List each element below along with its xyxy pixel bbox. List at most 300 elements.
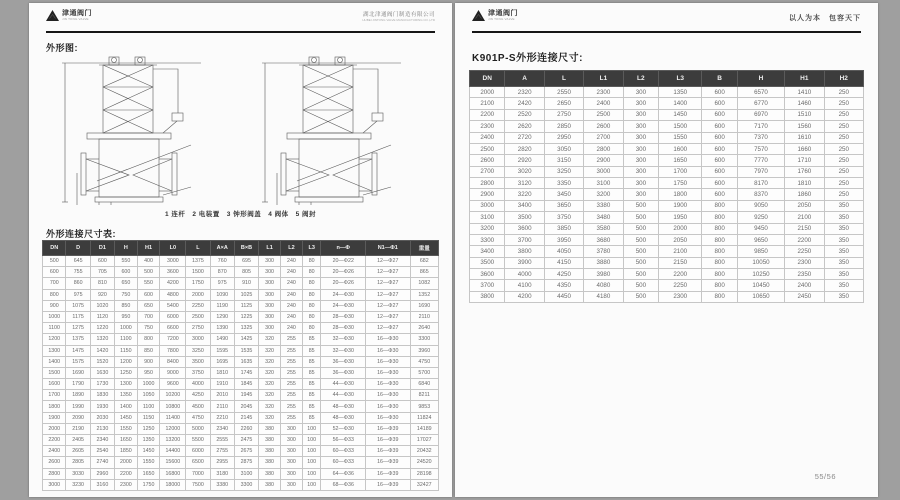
table-cell: 300	[623, 166, 658, 177]
table-cell: 36—Φ30	[321, 356, 366, 367]
table-cell: 3000	[43, 479, 66, 490]
table-cell: 1020	[90, 300, 114, 311]
table-cell: 255	[281, 401, 303, 412]
table-cell: 44—Φ30	[321, 390, 366, 401]
table-cell: 16—Φ39	[366, 479, 411, 490]
table-cell: 16—Φ30	[366, 412, 411, 423]
parts-caption: 1 连杆 2 电装置 3 钟形阀盖 4 阀体 5 阀封	[164, 211, 317, 218]
table-cell: 2100	[470, 98, 505, 109]
table-cell: 1100	[137, 401, 160, 412]
table-row	[43, 446, 439, 457]
table-cell: 600	[137, 289, 160, 300]
table-cell: 320	[259, 345, 281, 356]
table-cell: 1710	[785, 155, 824, 166]
table-row	[470, 234, 864, 245]
table-cell: 4150	[544, 257, 583, 268]
table-cell: 44—Φ30	[321, 379, 366, 390]
table-cell: 2250	[785, 246, 824, 257]
table-cell: 2720	[505, 132, 544, 143]
table-cell: 2500	[584, 109, 623, 120]
table-cell: 800	[43, 289, 66, 300]
table-cell: 4500	[186, 401, 210, 412]
table-cell: 4350	[544, 280, 583, 291]
table-cell: 3650	[544, 200, 583, 211]
table-cell: 20—Φ26	[321, 267, 366, 278]
column-header: L3	[659, 71, 702, 87]
table-cell: 2605	[66, 446, 90, 457]
table-cell: 2600	[470, 155, 505, 166]
table-cell: 16—Φ39	[366, 423, 411, 434]
table-cell: 3100	[584, 178, 623, 189]
table-cell: 3100	[470, 212, 505, 223]
table-cell: 11400	[160, 412, 186, 423]
table-cell: 950	[115, 311, 138, 322]
table-cell: 800	[702, 257, 737, 268]
table-cell: 9250	[737, 212, 784, 223]
header-row	[470, 71, 864, 87]
table-row	[43, 401, 439, 412]
brand-text	[62, 10, 92, 21]
table-cell: 250	[824, 189, 863, 200]
table-cell: 4750	[410, 356, 438, 367]
table-cell: 3980	[584, 269, 623, 280]
table-cell: 2700	[584, 132, 623, 143]
table-cell: 1000	[115, 323, 138, 334]
table-cell: 3000	[584, 166, 623, 177]
table-cell: 600	[702, 87, 737, 98]
table-cell: 2400	[470, 132, 505, 143]
table-row	[43, 356, 439, 367]
table-cell: 300	[623, 109, 658, 120]
column-header: n—Φ	[321, 241, 366, 256]
table-cell: 1150	[115, 345, 138, 356]
table-cell: 2600	[584, 121, 623, 132]
column-header: B×B	[234, 241, 258, 256]
table-cell: 3120	[505, 178, 544, 189]
brand-logo	[472, 10, 518, 22]
table-row	[43, 256, 439, 267]
table-cell: 250	[824, 87, 863, 98]
table-cell: 300	[623, 121, 658, 132]
table-cell: 300	[623, 143, 658, 154]
table-cell: 1810	[785, 178, 824, 189]
table-cell: 60—Φ33	[321, 446, 366, 457]
table-cell: 1750	[659, 178, 702, 189]
table-cell: 1100	[43, 323, 66, 334]
table-cell: 1300	[115, 379, 138, 390]
table-cell: 1500	[43, 367, 66, 378]
table-cell: 2500	[186, 311, 210, 322]
table-cell: 1475	[66, 345, 90, 356]
table-cell: 8170	[737, 178, 784, 189]
table-cell: 3230	[66, 479, 90, 490]
catalog-page-right	[455, 3, 878, 497]
table-cell: 800	[702, 246, 737, 257]
table-cell: 6770	[737, 98, 784, 109]
table-cell: 682	[410, 256, 438, 267]
table-cell: 1660	[785, 143, 824, 154]
table-cell: 1490	[210, 334, 234, 345]
table-cell: 2600	[43, 457, 66, 468]
table-row	[43, 390, 439, 401]
table-cell: 3600	[505, 223, 544, 234]
table-cell: 16—Φ30	[366, 401, 411, 412]
table-cell: 85	[302, 334, 321, 345]
table-cell: 85	[302, 401, 321, 412]
table-cell: 600	[702, 132, 737, 143]
table-cell: 3200	[584, 189, 623, 200]
table-row	[43, 412, 439, 423]
table-row	[43, 300, 439, 311]
table-cell: 1120	[90, 311, 114, 322]
table-cell: 1075	[66, 300, 90, 311]
table-cell: 12—Φ27	[366, 267, 411, 278]
table-cell: 350	[824, 200, 863, 211]
table-cell: 4080	[584, 280, 623, 291]
table-cell: 500	[623, 291, 658, 302]
table-cell: 3800	[470, 291, 505, 302]
table-cell: 1800	[43, 401, 66, 412]
table-cell: 1000	[43, 311, 66, 322]
table-cell: 2030	[90, 412, 114, 423]
table-cell: 16—Φ30	[366, 345, 411, 356]
table-cell: 300	[623, 178, 658, 189]
table-cell: 48—Φ30	[321, 401, 366, 412]
table-cell: 500	[623, 257, 658, 268]
brand-name: 津通阀门	[488, 10, 518, 17]
table-cell: 500	[623, 223, 658, 234]
table-cell: 3680	[584, 234, 623, 245]
table-cell: 4800	[160, 289, 186, 300]
column-header: DN	[43, 241, 66, 256]
table-cell: 2520	[505, 109, 544, 120]
table-cell: 17027	[410, 435, 438, 446]
table-cell: 48—Φ30	[321, 412, 366, 423]
table-cell: 300	[281, 457, 303, 468]
table-cell: 24520	[410, 457, 438, 468]
table-cell: 1950	[659, 212, 702, 223]
table-cell: 16800	[160, 468, 186, 479]
table-cell: 2675	[234, 446, 258, 457]
table-cell: 600	[702, 121, 737, 132]
table-cell: 1990	[66, 401, 90, 412]
table-cell: 1390	[210, 323, 234, 334]
table-cell: 600	[702, 178, 737, 189]
table-cell: 1400	[115, 401, 138, 412]
table-cell: 1900	[659, 200, 702, 211]
table-cell: 350	[824, 246, 863, 257]
column-header: N1—Φ1	[366, 241, 411, 256]
table-cell: 64—Φ36	[321, 468, 366, 479]
table-cell: 320	[259, 390, 281, 401]
header-row	[43, 241, 439, 256]
table-cell: 80	[302, 323, 321, 334]
table-cell: 3250	[544, 166, 583, 177]
table-row	[470, 269, 864, 280]
table-cell: 760	[210, 256, 234, 267]
table-cell: 1220	[90, 323, 114, 334]
table-cell: 3750	[544, 212, 583, 223]
table-cell: 975	[210, 278, 234, 289]
table-cell: 900	[137, 356, 160, 367]
table-cell: 380	[259, 457, 281, 468]
table-cell: 500	[43, 256, 66, 267]
table-row	[470, 166, 864, 177]
table-row	[43, 311, 439, 322]
column-header: D1	[90, 241, 114, 256]
table-cell: 3580	[584, 223, 623, 234]
table-cell: 300	[281, 446, 303, 457]
table-cell: 20—Φ26	[321, 278, 366, 289]
table-cell: 1550	[659, 132, 702, 143]
table-cell: 80	[302, 256, 321, 267]
table-cell: 80	[302, 289, 321, 300]
header-rule	[46, 31, 435, 33]
table-cell: 1460	[785, 98, 824, 109]
table-cell: 9000	[160, 367, 186, 378]
table-cell: 1425	[234, 334, 258, 345]
table-cell: 600	[702, 143, 737, 154]
table-cell: 10650	[737, 291, 784, 302]
table-cell: 2200	[115, 468, 138, 479]
table-cell: 80	[302, 311, 321, 322]
table-cell: 550	[137, 278, 160, 289]
table-cell: 9850	[737, 246, 784, 257]
table-cell: 16—Φ30	[366, 379, 411, 390]
column-header: A×A	[210, 241, 234, 256]
table-cell: 80	[302, 300, 321, 311]
column-header: H1	[785, 71, 824, 87]
table-cell: 12—Φ27	[366, 323, 411, 334]
table-cell: 3220	[505, 189, 544, 200]
table-cell: 1610	[785, 132, 824, 143]
table-cell: 1690	[410, 300, 438, 311]
column-header: H1	[137, 241, 160, 256]
table-row	[470, 178, 864, 189]
table-cell: 3300	[470, 234, 505, 245]
table-cell: 32427	[410, 479, 438, 490]
brand-subtitle: JIN TONG VALVE	[488, 17, 515, 21]
table-cell: 12000	[160, 423, 186, 434]
table-cell: 4750	[186, 412, 210, 423]
column-header: H	[115, 241, 138, 256]
table-cell: 5700	[410, 367, 438, 378]
table-cell: 4250	[186, 390, 210, 401]
table-cell: 7770	[737, 155, 784, 166]
table-cell: 1200	[115, 356, 138, 367]
table-cell: 5000	[186, 423, 210, 434]
table-cell: 1420	[90, 345, 114, 356]
table-row	[43, 289, 439, 300]
table-cell: 100	[302, 457, 321, 468]
brand-name: 津通阀门	[62, 10, 92, 17]
table-cell: 4100	[505, 280, 544, 291]
table-cell: 2200	[470, 109, 505, 120]
table-cell: 1595	[210, 345, 234, 356]
table-cell: 865	[410, 267, 438, 278]
table-cell: 975	[66, 289, 90, 300]
table-cell: 1500	[659, 121, 702, 132]
table-row	[470, 212, 864, 223]
table-cell: 1350	[659, 87, 702, 98]
table-row	[43, 435, 439, 446]
table-cell: 255	[281, 345, 303, 356]
table-cell: 300	[281, 468, 303, 479]
table-cell: 3050	[544, 143, 583, 154]
table-cell: 1690	[66, 367, 90, 378]
table-cell: 300	[281, 435, 303, 446]
table-cell: 255	[281, 390, 303, 401]
table-row	[470, 109, 864, 120]
table-cell: 24—Φ30	[321, 300, 366, 311]
table-cell: 500	[137, 267, 160, 278]
table-cell: 320	[259, 401, 281, 412]
table-cell: 1150	[137, 412, 160, 423]
table-cell: 10050	[737, 257, 784, 268]
table-cell: 9450	[737, 223, 784, 234]
table-cell: 350	[824, 223, 863, 234]
table-cell: 250	[824, 178, 863, 189]
brand-logo	[46, 10, 92, 22]
table-cell: 255	[281, 367, 303, 378]
table-cell: 250	[824, 155, 863, 166]
table-cell: 3000	[160, 256, 186, 267]
column-header: 重量	[410, 241, 438, 256]
table-cell: 2400	[43, 446, 66, 457]
table-cell: 2250	[186, 300, 210, 311]
column-header: L	[186, 241, 210, 256]
table-cell: 250	[824, 132, 863, 143]
table-cell: 1352	[410, 289, 438, 300]
table-cell: 2475	[234, 435, 258, 446]
table-cell: 1575	[66, 356, 90, 367]
table-cell: 16—Φ39	[366, 435, 411, 446]
table-cell: 85	[302, 356, 321, 367]
table-cell: 3180	[210, 468, 234, 479]
column-header: B	[702, 71, 737, 87]
table-cell: 4050	[544, 246, 583, 257]
table-row	[470, 280, 864, 291]
table-cell: 1650	[115, 435, 138, 446]
table-cell: 32—Φ30	[321, 334, 366, 345]
table-cell: 300	[259, 311, 281, 322]
table-cell: 320	[259, 356, 281, 367]
table-cell: 7500	[186, 479, 210, 490]
table-cell: 300	[259, 323, 281, 334]
table-cell: 2190	[66, 423, 90, 434]
table-cell: 3380	[584, 200, 623, 211]
table-cell: 2090	[66, 412, 90, 423]
table-cell: 350	[824, 212, 863, 223]
table-cell: 14189	[410, 423, 438, 434]
table-cell: 2820	[505, 143, 544, 154]
table-cell: 300	[623, 155, 658, 166]
table-cell: 16—Φ39	[366, 468, 411, 479]
table-row	[470, 189, 864, 200]
table-cell: 2640	[410, 323, 438, 334]
table-cell: 300	[623, 132, 658, 143]
table-cell: 250	[824, 109, 863, 120]
table-cell: 1630	[90, 367, 114, 378]
brand-subtitle: JIN TONG VALVE	[62, 17, 89, 21]
table-cell: 550	[115, 256, 138, 267]
page-number: 55/56	[814, 472, 836, 481]
table-cell: 8370	[737, 189, 784, 200]
column-header: L3	[302, 241, 321, 256]
table-cell: 2000	[43, 423, 66, 434]
table-cell: 1290	[210, 311, 234, 322]
table-cell: 650	[137, 300, 160, 311]
table-cell: 4000	[186, 379, 210, 390]
table-cell: 1850	[115, 446, 138, 457]
table-cell: 3380	[210, 479, 234, 490]
table-cell: 1300	[43, 345, 66, 356]
k901p-dimension-table	[469, 70, 864, 303]
column-header: H2	[824, 71, 863, 87]
table-cell: 380	[259, 479, 281, 490]
table-cell: 2800	[43, 468, 66, 479]
table-cell: 12—Φ27	[366, 311, 411, 322]
table-cell: 3100	[234, 468, 258, 479]
table-cell: 2300	[115, 479, 138, 490]
table-cell: 3150	[544, 155, 583, 166]
table-cell: 1400	[43, 356, 66, 367]
header-rule	[472, 31, 861, 33]
table-cell: 1082	[410, 278, 438, 289]
table-cell: 100	[302, 446, 321, 457]
table-cell: 3600	[470, 269, 505, 280]
table-row	[470, 246, 864, 257]
table-cell: 13200	[160, 435, 186, 446]
table-cell: 12—Φ27	[366, 300, 411, 311]
table-cell: 1650	[137, 468, 160, 479]
table-cell: 805	[234, 267, 258, 278]
table-cell: 10250	[737, 269, 784, 280]
table-cell: 380	[259, 468, 281, 479]
table-cell: 2920	[505, 155, 544, 166]
table-cell: 7970	[737, 166, 784, 177]
table-cell: 16—Φ30	[366, 390, 411, 401]
table-cell: 9853	[410, 401, 438, 412]
table-cell: 3350	[544, 178, 583, 189]
table-cell: 2300	[785, 257, 824, 268]
table-cell: 28—Φ30	[321, 323, 366, 334]
table-cell: 3700	[505, 234, 544, 245]
table-cell: 300	[623, 189, 658, 200]
table-cell: 300	[259, 256, 281, 267]
table-cell: 810	[90, 278, 114, 289]
table-row	[470, 98, 864, 109]
table-cell: 1910	[210, 379, 234, 390]
table-cell: 500	[623, 200, 658, 211]
table-row	[43, 423, 439, 434]
table-cell: 350	[824, 234, 863, 245]
table-cell: 3400	[505, 200, 544, 211]
table-cell: 1275	[66, 323, 90, 334]
table-cell: 2400	[785, 280, 824, 291]
table-cell: 350	[824, 257, 863, 268]
table-cell: 2100	[659, 246, 702, 257]
table-cell: 800	[702, 280, 737, 291]
table-cell: 250	[824, 98, 863, 109]
table-cell: 860	[66, 278, 90, 289]
table-cell: 1350	[137, 435, 160, 446]
table-cell: 3300	[410, 334, 438, 345]
table-cell: 2300	[584, 87, 623, 98]
table-cell: 6500	[186, 457, 210, 468]
table-cell: 2200	[785, 234, 824, 245]
table-cell: 1945	[234, 390, 258, 401]
